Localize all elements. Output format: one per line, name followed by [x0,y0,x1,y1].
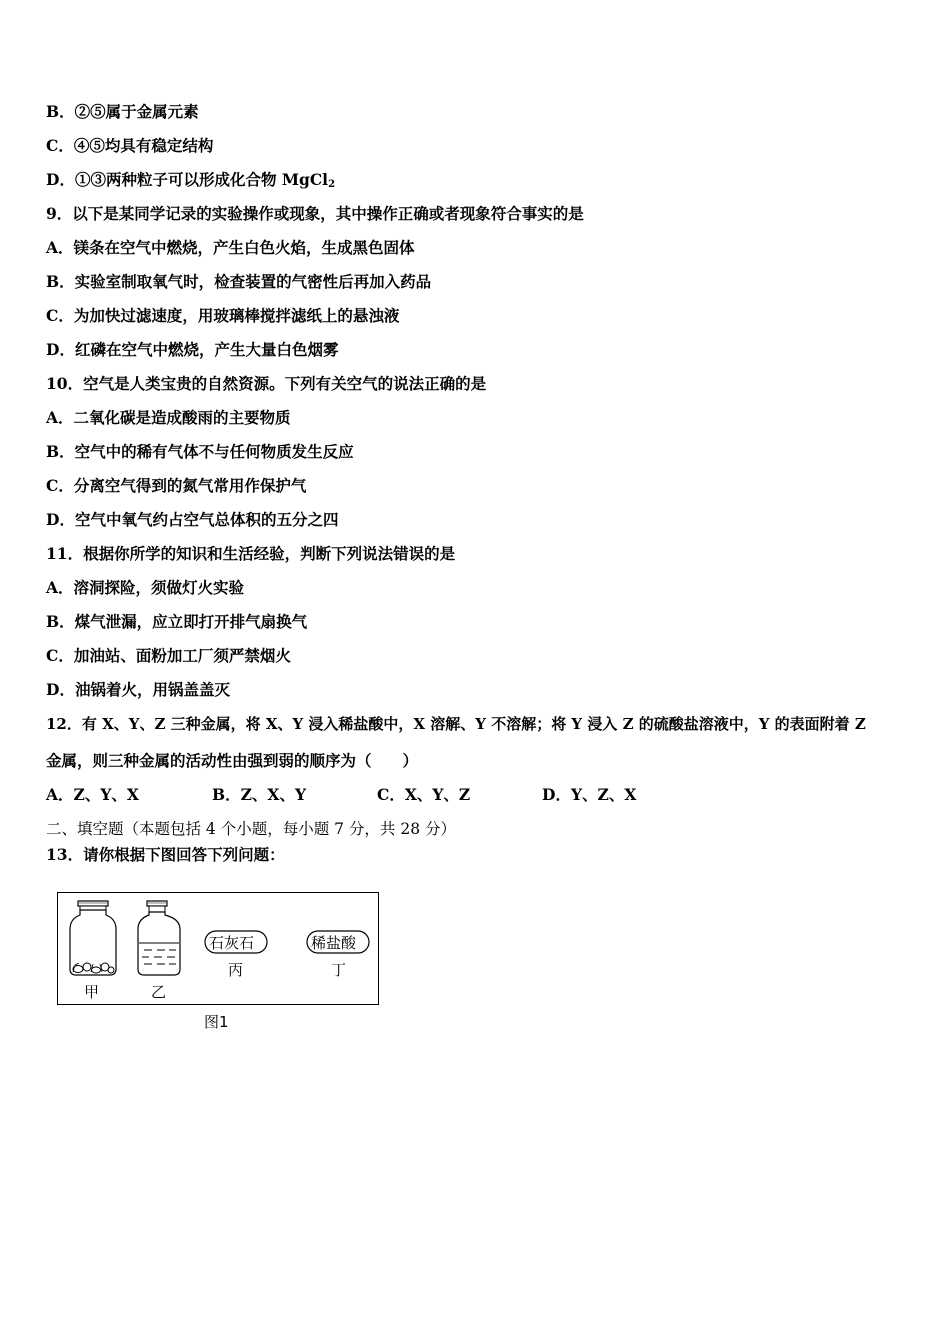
q8-option-d-text: D．①③两种粒子可以形成化合物 MgCl [46,170,329,189]
q12-option-b: B．Z、X、Y [212,785,307,804]
q9-option-a: A．镁条在空气中燃烧，产生白色火焰，生成黑色固体 [46,238,415,257]
q11-option-c: C．加油站、面粉加工厂须严禁烟火 [46,646,291,665]
q9-option-b: B．实验室制取氧气时，检查装置的气密性后再加入药品 [46,272,432,291]
q12-option-a: A．Z、Y、X [46,785,139,804]
q10-option-d: D．空气中氧气约占空气总体积的五分之四 [46,510,339,529]
q9-option-c: C．为加快过滤速度，用玻璃棒搅拌滤纸上的悬浊液 [46,306,400,325]
q12-stem-line2: 金属，则三种金属的活动性由强到弱的顺序为（ ） [46,751,419,770]
q10-option-a: A．二氧化碳是造成酸雨的主要物质 [46,408,291,427]
q11-option-d: D．油锅着火，用锅盖盖灭 [46,680,230,699]
label-bing: 丙 [228,961,244,979]
q12-option-c: C．X、Y、Z [377,785,471,804]
q11-option-a: A．溶洞探险，须做灯火实验 [46,578,245,597]
figure-1 [57,892,379,1005]
tag-bing: 石灰石 [209,934,255,952]
label-yi: 乙 [151,983,167,1001]
q8-option-d-subscript: 2 [328,179,336,190]
bottle-jia [70,901,116,975]
q9-stem: 9．以下是某同学记录的实验操作或现象，其中操作正确或者现象符合事实的是 [46,204,584,223]
q12-option-d: D．Y、Z、X [542,785,637,804]
q8-option-b: B．②⑤属于金属元素 [46,102,199,121]
q13-stem: 13．请你根据下图回答下列问题： [46,845,285,864]
figure-1-drawing [58,893,377,1003]
q12-stem-line1: 12．有 X、Y、Z 三种金属，将 X、Y 浸入稀盐酸中，X 溶解、Y 不溶解；将 Y 浸入 Z 的硫酸盐溶液中，Y 的表面附着 Z [46,715,866,733]
q10-option-c: C．分离空气得到的氮气常用作保护气 [46,476,307,495]
q11-option-b: B．煤气泄漏，应立即打开排气扇换气 [46,612,308,631]
label-jia: 甲 [84,983,100,1001]
label-ding: 丁 [331,961,347,979]
tag-ding: 稀盐酸 [311,934,357,952]
q11-stem: 11．根据你所学的知识和生活经验，判断下列说法错误的是 [46,544,456,563]
q10-stem: 10．空气是人类宝贵的自然资源。下列有关空气的说法正确的是 [46,374,487,393]
q10-option-b: B．空气中的稀有气体不与任何物质发生反应 [46,442,354,461]
q8-option-c: C．④⑤均具有稳定结构 [46,136,214,155]
bottle-yi [138,901,180,975]
q9-option-d: D．红磷在空气中燃烧，产生大量白色烟雾 [46,340,339,359]
section-heading: 二、填空题（本题包括 4 个小题，每小题 7 分，共 28 分） [46,820,457,838]
q8-option-d [46,170,335,195]
figure-caption: 图1 [204,1013,229,1031]
